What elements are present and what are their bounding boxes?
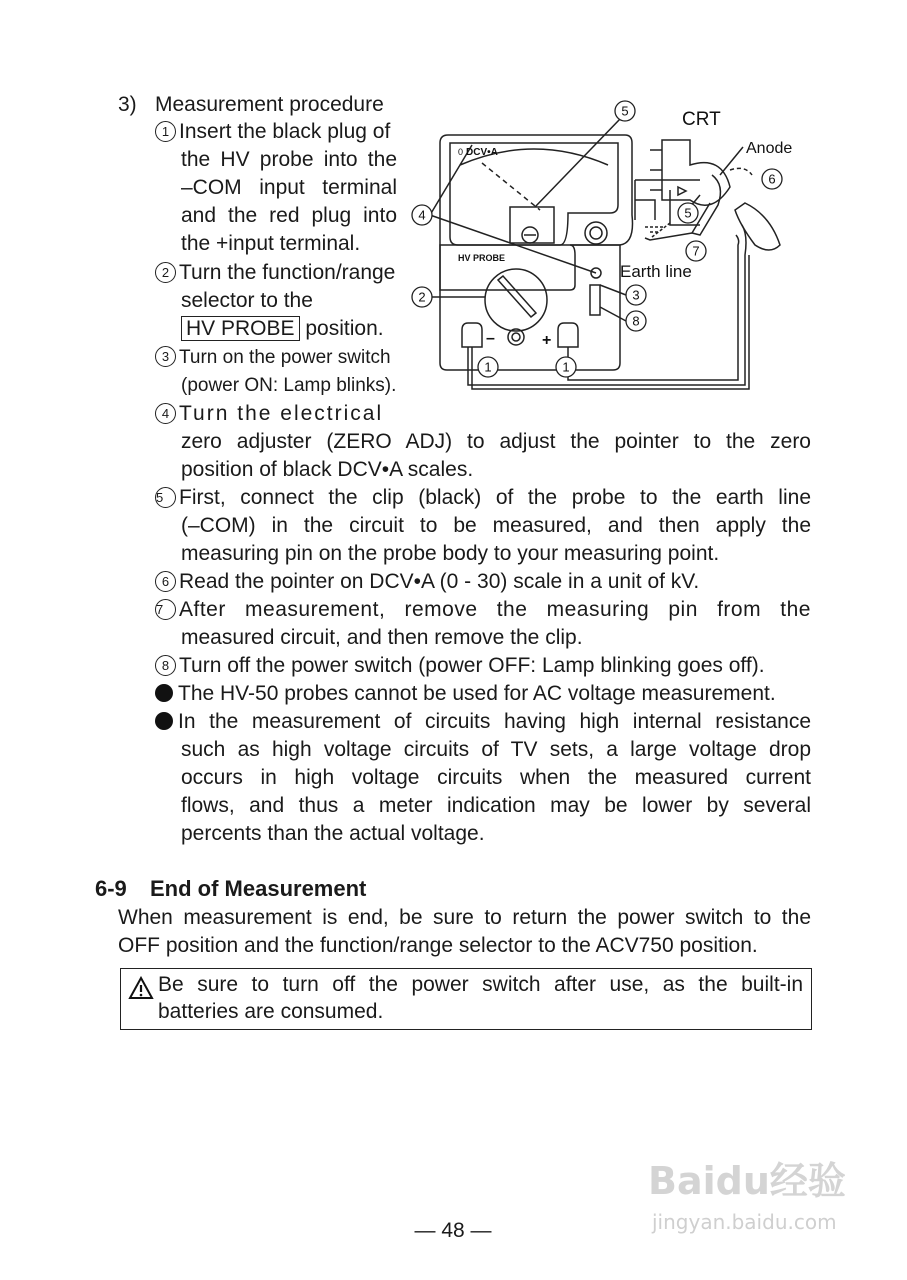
bullet-note-ac: The HV-50 probes cannot be used for AC voltage measurement. — [155, 680, 776, 708]
step-4-line: zero adjuster (ZERO ADJ) to adjust the pointer to the zero — [181, 430, 811, 453]
step-marker: 5 — [155, 487, 176, 508]
callout-2: 2 — [418, 289, 426, 305]
step-5-line: measuring pin on the probe body to your measuring point. — [181, 542, 720, 565]
step-5: 5 First, connect the clip (black) of the probe to the earth line — [156, 486, 811, 509]
bullet-icon — [155, 712, 173, 730]
bullet-line: such as high voltage circuits of TV sets, a large voltage drop — [181, 738, 811, 761]
caution-line: Be sure to turn off the power switch after use, as the built-in — [158, 973, 803, 996]
callout-1a: 1 — [484, 359, 492, 375]
step-7-line: measured circuit, and then remove the clip. — [181, 626, 583, 649]
step-4-line: position of black DCV•A scales. — [181, 458, 474, 481]
meter-display-window — [450, 143, 618, 245]
anode-label: Anode — [746, 140, 793, 157]
section-body-line: When measurement is end, be sure to return the power switch to the — [118, 906, 811, 929]
plus-terminal-label: + — [542, 332, 552, 349]
step-6: 6 Read the pointer on DCV•A (0 - 30) scale in a unit of kV. — [155, 568, 699, 596]
bullet-note-resistance: In the measurement of circuits having high internal resistance — [155, 708, 811, 736]
section-number: 6-9 — [95, 876, 127, 901]
dcv-scale-label: DCV•A — [466, 147, 498, 158]
earth-line-label: Earth line — [620, 262, 692, 281]
step-marker: 3 — [155, 346, 176, 367]
procedure-heading: Measurement procedure — [155, 93, 384, 116]
callout-5: 5 — [684, 205, 692, 221]
hv-probe-panel-label: HV PROBE — [458, 253, 506, 263]
step-2-position-line: HV PROBE position. — [181, 315, 384, 343]
plus-terminal-plug — [558, 323, 578, 347]
hv-probe-box-label: HV PROBE — [181, 316, 300, 341]
switch-slot — [590, 285, 600, 315]
bullet-line: flows, and thus a meter indication may be lower by several — [181, 794, 811, 817]
bullet-line: occurs in high voltage circuits when the measured current — [181, 766, 811, 789]
footer-dash-icon: — — [470, 1219, 492, 1242]
step-8: 8 Turn off the power switch (power OFF: Lamp blinking goes off). — [155, 652, 765, 680]
step-marker: 6 — [155, 571, 176, 592]
bullet-line: percents than the actual voltage. — [181, 822, 485, 845]
step-2: 2 Turn the function/range — [155, 259, 395, 287]
step-marker: 4 — [155, 403, 176, 424]
step-marker: 7 — [155, 599, 176, 620]
bullet-icon — [155, 684, 173, 702]
callout-1b: 1 — [562, 359, 570, 375]
procedure-heading-number: 3) — [118, 93, 137, 116]
baidu-watermark-url: jingyan.baidu.com — [652, 1210, 837, 1234]
callout-8: 8 — [632, 313, 640, 329]
callout-7b: 7 — [692, 243, 700, 259]
multimeter-connection-diagram — [400, 95, 800, 415]
zero-adjuster-housing — [510, 207, 554, 243]
step-1: 1 Insert the black plug of — [155, 118, 390, 146]
step-1-line: the +input terminal. — [181, 232, 361, 255]
step-4: 4 Turn the electrical — [155, 400, 383, 428]
step-3-line: (power ON: Lamp blinks). — [181, 375, 397, 396]
step-1-line: –COM input terminal — [181, 176, 397, 199]
step-marker: 1 — [155, 121, 176, 142]
page-number-footer — [408, 1217, 498, 1245]
step-7: 7 After measurement, remove the measuring pin from the — [156, 598, 811, 621]
com-terminal-plug — [462, 323, 482, 347]
power-switch-dial — [585, 222, 607, 244]
minus-terminal-label: – — [486, 330, 495, 347]
step-1-line: the HV probe into the — [181, 148, 397, 171]
footer-dash-icon: — — [414, 1219, 436, 1242]
step-marker: 2 — [155, 262, 176, 283]
callout-3: 3 — [632, 287, 640, 303]
callout-6: 5 — [621, 103, 629, 119]
caution-line: batteries are consumed. — [158, 1000, 384, 1023]
hand-holding-probe — [735, 203, 780, 250]
multimeter-lower-body — [440, 245, 620, 370]
dcv-zero-label: 0 — [458, 147, 464, 157]
step-3: 3 Turn on the power switch — [155, 344, 391, 372]
red-lead-wire — [568, 235, 739, 380]
pointer-dashed-line — [482, 163, 540, 210]
section-body-line: OFF position and the function/range selector to the ACV750 position. — [118, 934, 758, 957]
step-5-line: (–COM) in the circuit to be measured, and then apply the — [181, 514, 811, 537]
callout-7: 6 — [768, 171, 776, 187]
step-1-line: and the red plug into — [181, 204, 397, 227]
crt-label: CRT — [682, 109, 721, 130]
baidu-watermark-logo: Baidu经验 — [648, 1159, 846, 1203]
page-number: 48 — [441, 1219, 465, 1242]
diode-symbol — [678, 187, 686, 195]
warning-triangle-icon — [128, 976, 154, 1000]
section-title: End of Measurement — [150, 876, 367, 901]
step-marker: 8 — [155, 655, 176, 676]
step-2-line: selector to the — [181, 289, 313, 312]
caution-box — [120, 968, 812, 1030]
callout-4: 4 — [418, 207, 426, 223]
callout-leader — [535, 119, 620, 207]
